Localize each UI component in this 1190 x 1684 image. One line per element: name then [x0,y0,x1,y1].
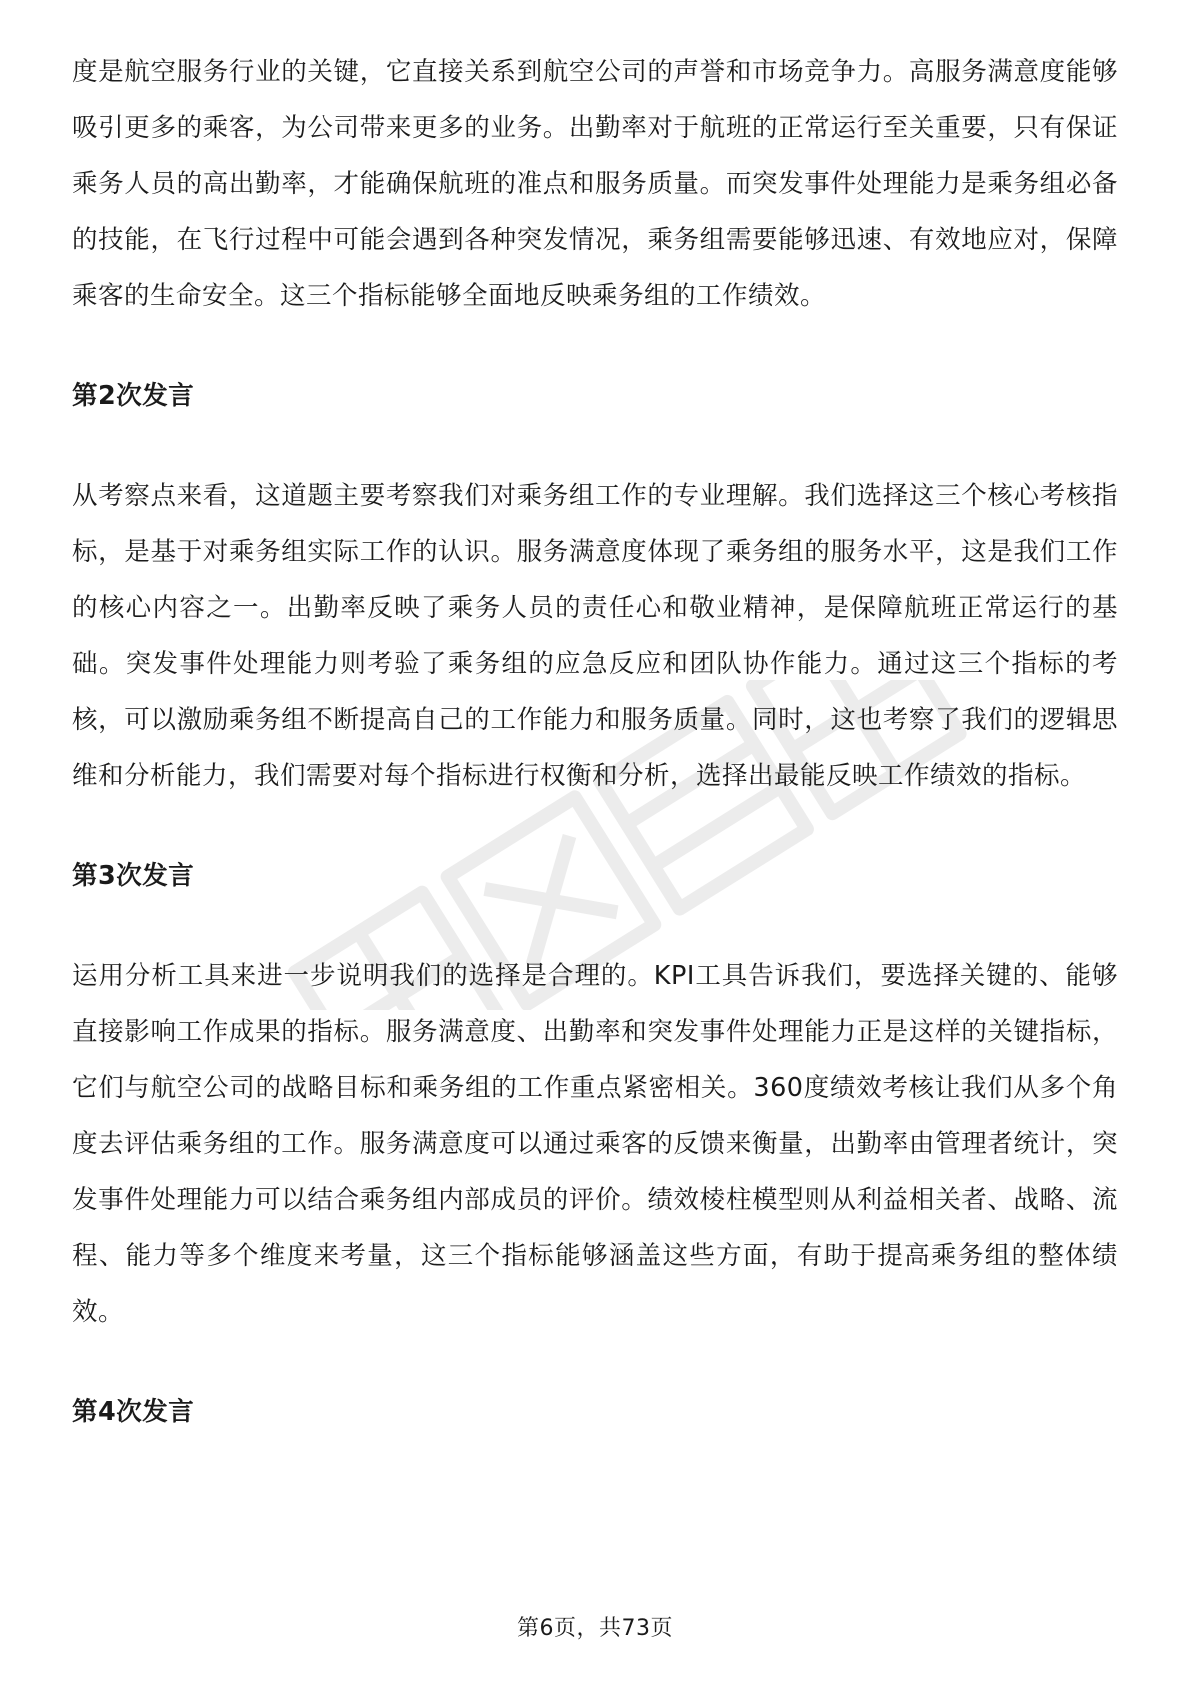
paragraph-second-statement: 从考察点来看，这道题主要考察我们对乘务组工作的专业理解。我们选择这三个核心考核指标，是基于对乘务组实际工作的认识。服务满意度体现了乘务组的服务水平，这是我们工作的核心内容之一。出勤率反映了乘务人员的责任心和敬业精神，是保障航班正常运行的基础。突发事件处理能力则考验了乘务组的应急反应和团队协作能力。通过这三个指标的考核，可以激励乘务组不断提高自己的工作能力和服务质量。同时，这也考察了我们的逻辑思维和分析能力，我们需要对每个指标进行权衡和分析，选择出最能反映工作绩效的指标。 [72,481,1118,791]
paragraph-intro: 度是航空服务行业的关键，它直接关系到航空公司的声誉和市场竞争力。高服务满意度能够吸引更多的乘客，为公司带来更多的业务。出勤率对于航班的正常运行至关重要，只有保证乘务人员的高出勤率，才能确保航班的准点和服务质量。而突发事件处理能力是乘务组必备的技能，在飞行过程中可能会遇到各种突发情况，乘务组需要能够迅速、有效地应对，保障乘客的生命安全。这三个指标能够全面地反映乘务组的工作绩效。 [72,57,1118,311]
heading-fourth-statement: 第4次发言 [72,1397,195,1427]
heading-second-statement: 第2次发言 [72,381,195,411]
heading-third-statement: 第3次发言 [72,861,195,891]
paragraph-third-statement: 运用分析工具来进一步说明我们的选择是合理的。KPI工具告诉我们，要选择关键的、能够直接影响工作成果的指标。服务满意度、出勤率和突发事件处理能力正是这样的关键指标，它们与航空公司的战略目标和乘务组的工作重点紧密相关。360度绩效考核让我们从多个角度去评估乘务组的工作。服务满意度可以通过乘客的反馈来衡量，出勤率由管理者统计，突发事件处理能力可以结合乘务组内部成员的评价。绩效棱柱模型则从利益相关者、战略、流程、能力等多个维度来考量，这三个指标能够涵盖这些方面，有助于提高乘务组的整体绩效。 [72,961,1118,1327]
document-body [72,44,1118,1440]
page-indicator: 第6页，共73页 [517,1616,673,1641]
